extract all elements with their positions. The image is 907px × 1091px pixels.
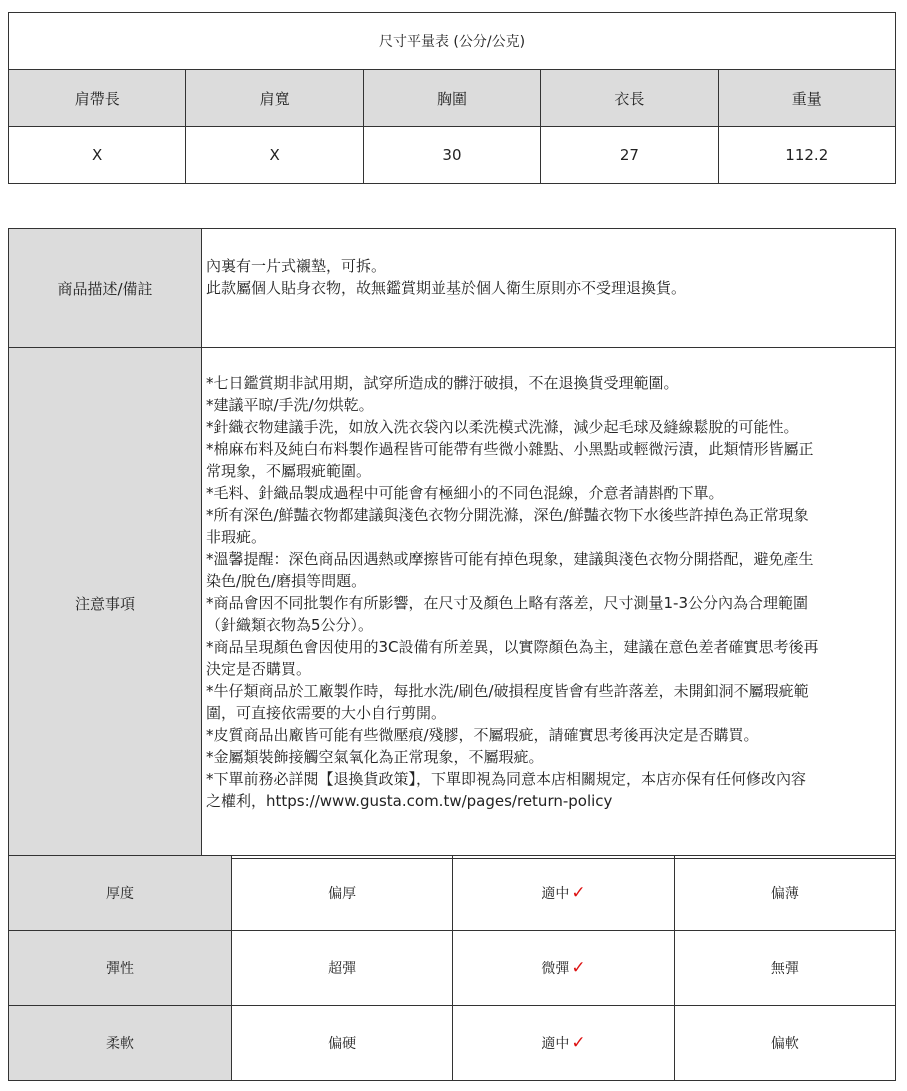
description-table: [8, 228, 896, 859]
header-weight: 重量: [718, 70, 895, 127]
softness-label: 柔軟: [9, 1006, 232, 1081]
elasticity-option-none: 無彈: [674, 931, 895, 1006]
thickness-option-thin: 偏薄: [674, 856, 895, 931]
feel-table: [8, 855, 896, 1081]
notes-line: *商品呈現顏色會因使用的3C設備有所差異，以實際顏色為主，建議在意色差者確實思考後再: [206, 638, 819, 656]
notes-line: *針織衣物建議手洗，如放入洗衣袋內以柔洗模式洗滌，減少起毛球及縫線鬆脫的可能性。: [206, 418, 799, 436]
value-length: 27: [541, 127, 718, 184]
notes-line: *棉麻布料及純白布料製作過程皆可能帶有些微小雜點、小黑點或輕微污漬，此類情形皆屬正: [206, 440, 814, 458]
check-icon: ✓: [571, 1033, 586, 1053]
notes-line: *皮質商品出廠皆可能有些微壓痕/殘膠，不屬瑕疵，請確實思考後再決定是否購買。: [206, 726, 759, 744]
header-chest: 胸圍: [363, 70, 540, 127]
thickness-label: 厚度: [9, 856, 232, 931]
description-text: [202, 229, 896, 348]
value-strap-length: X: [9, 127, 186, 184]
elasticity-option-slight: 微彈 ✓: [453, 931, 674, 1006]
header-shoulder-width: 肩寬: [186, 70, 363, 127]
softness-option-hard: 偏硬: [232, 1006, 453, 1081]
notes-line: 決定是否購買。: [206, 660, 312, 678]
description-line: 內裏有一片式襯墊，可拆。: [206, 257, 387, 275]
check-icon: ✓: [571, 958, 586, 978]
header-length: 衣長: [541, 70, 718, 127]
thickness-option-medium: 適中 ✓: [453, 856, 674, 931]
notes-line: *建議平晾/手洗/勿烘乾。: [206, 396, 374, 414]
feel-row-thickness: [9, 856, 896, 931]
notes-line: *毛料、針織品製成過程中可能會有極細小的不同色混線，介意者請斟酌下單。: [206, 484, 724, 502]
notes-line: 染色/脫色/磨損等問題。: [206, 572, 367, 590]
value-weight: 112.2: [718, 127, 895, 184]
notes-line: *所有深色/鮮豔衣物都建議與淺色衣物分開洗滌，深色/鮮豔衣物下水後些許掉色為正常現象: [206, 506, 809, 524]
elasticity-option-super: 超彈: [232, 931, 453, 1006]
notes-text: [202, 348, 896, 859]
notes-line: *溫馨提醒：深色商品因遇熱或摩擦皆可能有掉色現象，建議與淺色衣物分開搭配，避免產生: [206, 550, 814, 568]
notes-line: （針織類衣物為5公分）。: [206, 616, 374, 634]
size-table: [8, 12, 896, 184]
value-shoulder-width: X: [186, 127, 363, 184]
notes-line: 圍，可直接依需要的大小自行剪開。: [206, 704, 447, 722]
size-table-title: 尺寸平量表 (公分/公克): [9, 13, 896, 70]
elasticity-label: 彈性: [9, 931, 232, 1006]
notes-line: *牛仔類商品於工廠製作時，每批水洗/刷色/破損程度皆會有些許落差，未開釦洞不屬瑕疵範: [206, 682, 809, 700]
notes-line: *下單前務必詳閱【退換貨政策】，下單即視為同意本店相關規定，本店亦保有任何修改內容: [206, 770, 807, 788]
description-line: 此款屬個人貼身衣物，故無鑑賞期並基於個人衛生原則亦不受理退換貨。: [206, 279, 687, 297]
thickness-option-thick: 偏厚: [232, 856, 453, 931]
notes-line: 常現象，不屬瑕疵範圍。: [206, 462, 372, 480]
notes-line: *金屬類裝飾接觸空氣氧化為正常現象，不屬瑕疵。: [206, 748, 544, 766]
return-policy-link[interactable]: 之權利，https://www.gusta.com.tw/pages/return-policy: [206, 792, 613, 810]
feel-row-softness: [9, 1006, 896, 1081]
feel-row-elasticity: [9, 931, 896, 1006]
description-label: 商品描述/備註: [9, 229, 202, 348]
notes-label: 注意事項: [9, 348, 202, 859]
header-strap-length: 肩帶長: [9, 70, 186, 127]
check-icon: ✓: [571, 883, 586, 903]
notes-line: *七日鑑賞期非試用期，試穿所造成的髒汙破損，不在退換貨受理範圍。: [206, 374, 679, 392]
notes-line: 非瑕疵。: [206, 528, 267, 546]
notes-line: *商品會因不同批製作有所影響，在尺寸及顏色上略有落差，尺寸測量1-3公分內為合理範圍: [206, 594, 809, 612]
softness-option-medium: 適中 ✓: [453, 1006, 674, 1081]
softness-option-soft: 偏軟: [674, 1006, 895, 1081]
value-chest: 30: [363, 127, 540, 184]
